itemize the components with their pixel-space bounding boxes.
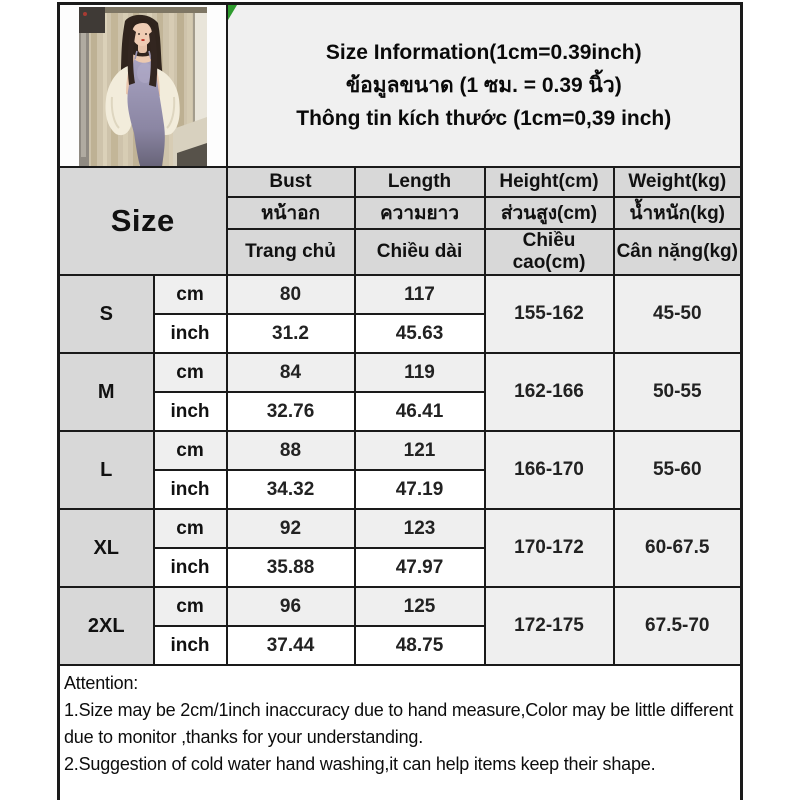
bust-inch-value: 31.2	[227, 314, 355, 353]
unit-inch: inch	[154, 548, 227, 587]
header-weight-en: Weight(kg)	[614, 167, 742, 197]
length-inch-value: 46.41	[355, 392, 485, 431]
bust-inch-value: 34.32	[227, 470, 355, 509]
size-label-s: S	[59, 275, 154, 353]
length-cm-value: 119	[355, 353, 485, 392]
weight-range: 50-55	[614, 353, 742, 431]
header-bust-en: Bust	[227, 167, 355, 197]
product-photo	[79, 7, 207, 166]
length-cm-value: 123	[355, 509, 485, 548]
page-title-vi: Thông tin kích thước (1cm=0,39 inch)	[296, 107, 672, 130]
bust-inch-value: 37.44	[227, 626, 355, 665]
bust-cm-value: 80	[227, 275, 355, 314]
bust-inch-value: 35.88	[227, 548, 355, 587]
bust-cm-value: 88	[227, 431, 355, 470]
unit-cm: cm	[154, 275, 227, 314]
page-title-en: Size Information(1cm=0.39inch)	[325, 41, 642, 64]
unit-inch: inch	[154, 392, 227, 431]
header-height-en: Height(cm)	[485, 167, 614, 197]
header-weight-vi: Cân nặng(kg)	[614, 229, 742, 275]
header-length-th: ความยาว	[355, 197, 485, 229]
length-cm-value: 121	[355, 431, 485, 470]
height-range: 172-175	[485, 587, 614, 665]
product-photo-cell	[59, 4, 227, 168]
bust-inch-value: 32.76	[227, 392, 355, 431]
attention-note-1: 1.Size may be 2cm/1inch inaccuracy due to hand measure,Color may be little different due to monitor ,thanks for your understanding.	[64, 700, 734, 747]
unit-cm: cm	[154, 431, 227, 470]
size-label-xl: XL	[59, 509, 154, 587]
header-weight-th: น้ำหนัก(kg)	[614, 197, 742, 229]
bust-cm-value: 96	[227, 587, 355, 626]
weight-range: 67.5-70	[614, 587, 742, 665]
height-range: 166-170	[485, 431, 614, 509]
header-height-vi: Chiều cao(cm)	[485, 229, 614, 275]
height-range: 162-166	[485, 353, 614, 431]
unit-cm: cm	[154, 509, 227, 548]
attention-heading: Attention:	[64, 673, 139, 693]
attention-note-2: 2.Suggestion of cold water hand washing,it can help items keep their shape.	[64, 754, 656, 774]
height-range: 170-172	[485, 509, 614, 587]
page-title-th: ข้อมูลขนาด (1 ซม. = 0.39 นิ้ว)	[345, 74, 622, 97]
header-bust-vi: Trang chủ	[227, 229, 355, 275]
unit-inch: inch	[154, 470, 227, 509]
unit-inch: inch	[154, 626, 227, 665]
unit-cm: cm	[154, 587, 227, 626]
size-label-m: M	[59, 353, 154, 431]
attention-box	[59, 665, 742, 800]
weight-range: 60-67.5	[614, 509, 742, 587]
size-table	[57, 2, 743, 800]
bust-cm-value: 92	[227, 509, 355, 548]
size-label-2xl: 2XL	[59, 587, 154, 665]
header-bust-th: หน้าอก	[227, 197, 355, 229]
length-inch-value: 47.19	[355, 470, 485, 509]
length-inch-value: 45.63	[355, 314, 485, 353]
size-header: Size	[59, 167, 227, 275]
length-cm-value: 125	[355, 587, 485, 626]
title-cell	[227, 4, 742, 168]
size-label-l: L	[59, 431, 154, 509]
length-inch-value: 48.75	[355, 626, 485, 665]
bust-cm-value: 84	[227, 353, 355, 392]
weight-range: 55-60	[614, 431, 742, 509]
header-height-th: ส่วนสูง(cm)	[485, 197, 614, 229]
length-cm-value: 117	[355, 275, 485, 314]
weight-range: 45-50	[614, 275, 742, 353]
length-inch-value: 47.97	[355, 548, 485, 587]
unit-cm: cm	[154, 353, 227, 392]
header-length-vi: Chiều dài	[355, 229, 485, 275]
green-corner-marker-icon	[228, 5, 237, 20]
height-range: 155-162	[485, 275, 614, 353]
header-length-en: Length	[355, 167, 485, 197]
unit-inch: inch	[154, 314, 227, 353]
